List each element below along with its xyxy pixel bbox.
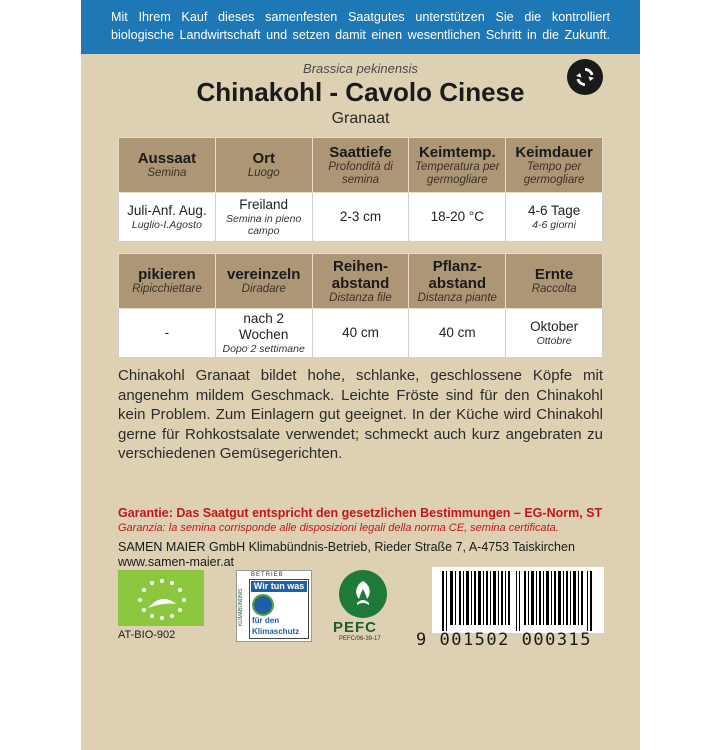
product-description: Chinakohl Granaat bildet hohe, schlanke, geschlossene Köpfe mit angenehm mildem Geschmack. Leichte Fröste sind für den Chinakohl kein Problem. Zum Einlagern gut geeignet. In der Küche wird Chinakohl gerne für Rohkostsalate verwendet; schmeckt auch kurz angebraten zu verschiedenen Gemüsegerichten. — [118, 367, 603, 462]
guarantee-it: Garanzia: la semina corrisponde alle disposizioni legali della norma CE, semina certificata. — [118, 522, 559, 534]
sowing-table — [118, 137, 603, 242]
header-cell: Ort Luogo — [215, 138, 312, 193]
pefc-code: PEFC/06-39-17 — [339, 636, 381, 642]
value-cell: Juli-Anf. Aug. Luglio-I.Agosto — [119, 193, 216, 242]
header-cell: Keimtemp. Temperatura per germogliare — [409, 138, 506, 193]
seed-packet-back — [81, 0, 640, 750]
klima-top-text: BETRIEB — [251, 572, 284, 578]
value-cell: 40 cm — [409, 309, 506, 358]
eu-organic-logo-icon — [118, 570, 204, 626]
value-cell: 4-6 Tage 4-6 giorni — [506, 193, 603, 242]
header-cell: Pflanz-abstand Distanza piante — [409, 254, 506, 309]
barcode-number: 9 001502 000315 — [416, 630, 593, 650]
header-cell: Aussaat Semina — [119, 138, 216, 193]
klima-side-text: KLIMABÜNDNIS — [238, 588, 244, 626]
header-cell: Ernte Raccolta — [506, 254, 603, 309]
klima-label-box — [249, 579, 309, 639]
value-cell: 18-20 °C — [409, 193, 506, 242]
latin-name: Brassica pekinensis — [303, 61, 418, 76]
barcode-icon — [432, 567, 604, 633]
value-cell: Oktober Ottobre — [506, 309, 603, 358]
company-address: SAMEN MAIER GmbH Klimabündnis-Betrieb, Rieder Straße 7, A-4753 Taiskirchen — [118, 540, 575, 554]
website-link[interactable]: www.samen-maier.at — [118, 555, 235, 569]
header-cell: Saattiefe Profondità di semina — [312, 138, 409, 193]
cultivation-table-header-row — [119, 254, 603, 309]
klima-line-3: Klimaschutz — [252, 627, 300, 636]
info-banner — [81, 0, 640, 54]
klima-line-2: für den — [252, 616, 280, 625]
value-cell: nach 2 Wochen Dopo 2 settimane — [215, 309, 312, 358]
value-cell: 40 cm — [312, 309, 409, 358]
value-cell: Freiland Semina in pieno campo — [215, 193, 312, 242]
value-cell: - — [119, 309, 216, 358]
cultivation-table — [118, 253, 603, 358]
header-cell: pikieren Ripicchiettare — [119, 254, 216, 309]
klima-line-1: Wir tun was — [251, 581, 307, 592]
value-cell: 2-3 cm — [312, 193, 409, 242]
banner-line-2: biologische Landwirtschaft und setzen damit einen wesentlichen Schritt in die Zukunft. — [111, 28, 610, 42]
sowing-table-header-row — [119, 138, 603, 193]
pefc-tree-icon — [339, 570, 387, 618]
sowing-table-value-row — [119, 193, 603, 242]
klimabuendnis-logo — [236, 570, 312, 642]
header-cell: Keimdauer Tempo per germogliare — [506, 138, 603, 193]
variety-name: Granaat — [331, 110, 390, 127]
guarantee-de: Garantie: Das Saatgut entspricht den gesetzlichen Bestimmungen – EG-Norm, ST — [118, 506, 603, 520]
banner-line-1: Mit Ihrem Kauf dieses samenfesten Saatgutes unterstützen Sie die kontrolliert — [111, 10, 610, 24]
globe-icon — [252, 594, 274, 616]
cultivation-table-value-row — [119, 309, 603, 358]
recycle-icon — [567, 59, 603, 95]
header-cell: vereinzeln Diradare — [215, 254, 312, 309]
product-title: Chinakohl - Cavolo Cinese — [196, 77, 525, 107]
pefc-wordmark: PEFC — [333, 619, 378, 636]
bio-control-code: AT-BIO-902 — [118, 629, 176, 641]
header-cell: Reihen-abstand Distanza file — [312, 254, 409, 309]
